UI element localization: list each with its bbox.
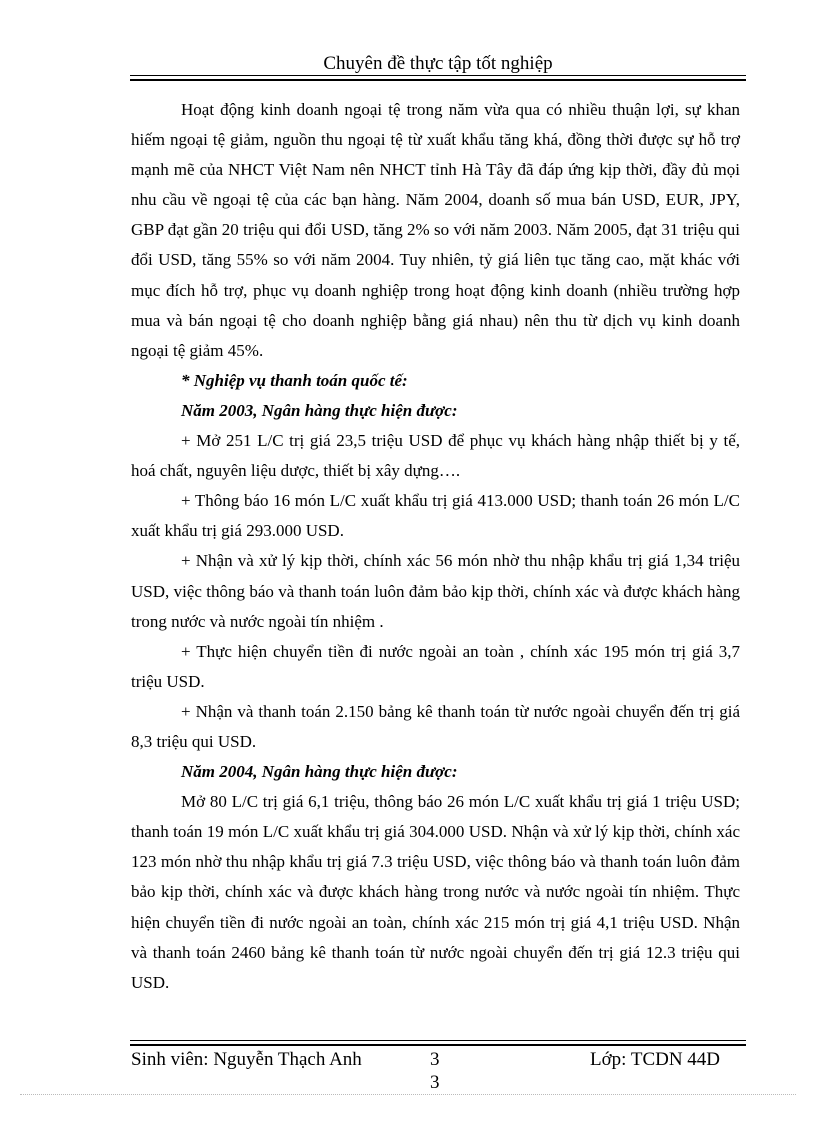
header-rule-double xyxy=(130,79,746,81)
footer-student: Sinh viên: Nguyễn Thạch Anh xyxy=(131,1049,362,1070)
footer-page-number-repeat: 3 xyxy=(430,1072,440,1093)
heading-international-payment: * Nghiệp vụ thanh toán quốc tế: xyxy=(181,370,408,390)
page-boundary xyxy=(20,1094,796,1095)
document-body xyxy=(131,95,740,998)
footer-rule-double xyxy=(130,1044,746,1046)
bullet-2003-lc: + Mở 251 L/C trị giá 23,5 triệu USD để phục vụ khách hàng nhập thiết bị y tế, hoá chất, nguyên liệu dược, thiết bị xây dựng…. xyxy=(131,431,740,481)
bullet-2003-notify: + Thông báo 16 món L/C xuất khẩu trị giá 413.000 USD; thanh toán 26 món L/C xuất khẩu trị giá 293.000 USD. xyxy=(131,491,740,541)
header-rule-thick xyxy=(130,75,746,76)
bullet-2003-transfer: + Thực hiện chuyển tiền đi nước ngoài an toàn , chính xác 195 món trị giá 3,7 triệu USD. xyxy=(131,641,740,691)
paragraph-2004: Mở 80 L/C trị giá 6,1 triệu, thông báo 26 món L/C xuất khẩu trị giá 1 triệu USD; thanh toán 19 món L/C xuất khẩu trị giá 304.000 USD. Nhận và xử lý kịp thời, chính xác 123 món nhờ thu nhập khẩu trị giá 7.3 triệu USD, việc thông báo và thanh toán luôn đảm bảo kịp thời, chính xác và được khách hàng trong nước và nước ngoài tín nhiệm. Thực hiện chuyển tiền đi nước ngoài an toàn, chính xác 215 món trị giá 4,1 triệu USD. Nhận và thanh toán 2460 bảng kê thanh toán từ nước ngoài chuyển đến trị giá 12.3 triệu qui USD. xyxy=(131,792,740,992)
bullet-2003-collection: + Nhận và xử lý kịp thời, chính xác 56 món nhờ thu nhập khẩu trị giá 1,34 triệu USD, việc thông báo và thanh toán luôn đảm bảo kịp thời, chính xác và được khách hàng trong nước và nước ngoài tín nhiệm . xyxy=(131,551,740,631)
bullet-2003-receipt: + Nhận và thanh toán 2.150 bảng kê thanh toán từ nước ngoài chuyển đến trị giá 8,3 triệu qui USD. xyxy=(131,701,740,751)
footer-rule-thin xyxy=(130,1040,746,1041)
paragraph-forex: Hoạt động kinh doanh ngoại tệ trong năm vừa qua có nhiều thuận lợi, sự khan hiếm ngoại tệ giảm, nguồn thu ngoại tệ từ xuất khẩu tăng khá, đồng thời được sự hỗ trợ mạnh mẽ của NHCT Việt Nam nên NHCT tỉnh Hà Tây đã đáp ứng kịp thời, đầy đủ mọi nhu cầu về ngoại tệ của các bạn hàng. Năm 2004, doanh số mua bán USD, EUR, JPY, GBP đạt gần 20 triệu qui đổi USD, tăng 2% so với năm 2003. Năm 2005, đạt 31 triệu qui đổi USD, tăng 55% so với năm 2004. Tuy nhiên, tỷ giá liên tục tăng cao, mặt khác với mục đích hỗ trợ, phục vụ doanh nghiệp trong hoạt động kinh doanh (nhiều trường hợp mua và bán ngoại tệ cho doanh nghiệp bằng giá nhau) nên thu từ dịch vụ kinh doanh ngoại tệ giảm 45%. xyxy=(131,100,740,360)
footer-page-number: 3 xyxy=(430,1049,440,1070)
footer-class: Lớp: TCDN 44D xyxy=(590,1049,721,1070)
heading-2004: Năm 2004, Ngân hàng thực hiện được: xyxy=(181,762,458,782)
header-title: Chuyên đề thực tập tốt nghiệp xyxy=(323,53,553,74)
heading-2003: Năm 2003, Ngân hàng thực hiện được: xyxy=(181,400,458,420)
